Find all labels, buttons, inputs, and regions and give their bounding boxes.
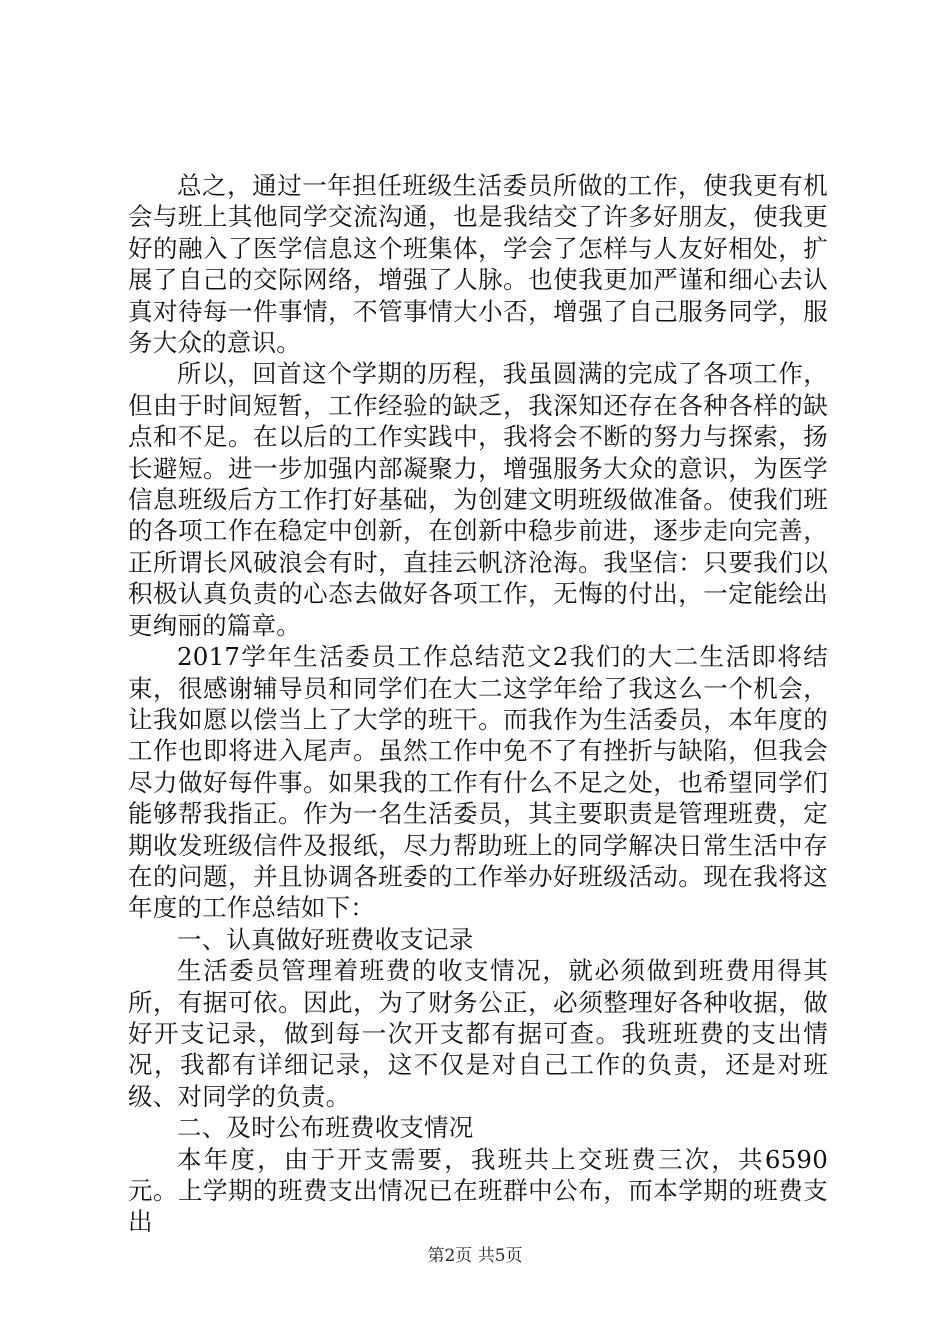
paragraph-conclusion: 总之，通过一年担任班级生活委员所做的工作，使我更有机会与班上其他同学交流沟通，也是我结交了许多好朋友，使我更好的融入了医学信息这个班集体，学会了怎样与人友好相处，扩展了自己的交际网络，增强了人脉。也使我更加严谨和细心去认真对待每一件事情，不管事情大小否，增强了自己服务同学，服务大众的意识。 xyxy=(128,171,828,358)
paragraph-summary-intro: 2017学年生活委员工作总结范文2我们的大二生活即将结束，很感谢辅导员和同学们在大二这学年给了我这么一个机会，让我如愿以偿当上了大学的班干。而我作为生活委员，本年度的工作也即将进入尾声。虽然工作中免不了有挫折与缺陷，但我会尽力做好每件事。如果我的工作有什么不足之处，也希望同学们能够帮我指正。作为一名生活委员，其主要职责是管理班费，定期收发班级信件及报纸，尽力帮助班上的同学解决日常生活中存在的问题，并且协调各班委的工作举办好班级活动。现在我将这年度的工作总结如下： xyxy=(128,642,828,923)
paragraph-disclosure: 本年度，由于开支需要，我班共上交班费三次，共6590元。上学期的班费支出情况已在班群中公布，而本学期的班费支出 xyxy=(128,1144,828,1237)
section-heading-1: 一、认真做好班费收支记录 xyxy=(177,924,474,954)
document-body xyxy=(128,170,828,1238)
page-footer: 第2页 共5页 xyxy=(427,1246,523,1266)
section-heading-2: 二、及时公布班费收支情况 xyxy=(177,1113,474,1143)
paragraph-records: 生活委员管理着班费的收支情况，就必须做到班费用得其所，有据可依。因此，为了财务公正，必须整理好各种收据，做好开支记录，做到每一次开支都有据可查。我班班费的支出情况，我都有详细记录，这不仅是对自己工作的负责，还是对班级、对同学的负责。 xyxy=(128,956,828,1111)
paragraph-review: 所以，回首这个学期的历程，我虽圆满的完成了各项工作，但由于时间短暂，工作经验的缺乏，我深知还存在各种各样的缺点和不足。在以后的工作实践中，我将会不断的努力与探索，扬长避短。进一步加强内部凝聚力，增强服务大众的意识，为医学信息班级后方工作打好基础，为创建文明班级做准备。使我们班的各项工作在稳定中创新，在创新中稳步前进，逐步走向完善，正所谓长风破浪会有时，直挂云帆济沧海。我坚信：只要我们以积极认真负责的心态去做好各项工作，无悔的付出，一定能绘出更绚丽的篇章。 xyxy=(128,359,828,640)
